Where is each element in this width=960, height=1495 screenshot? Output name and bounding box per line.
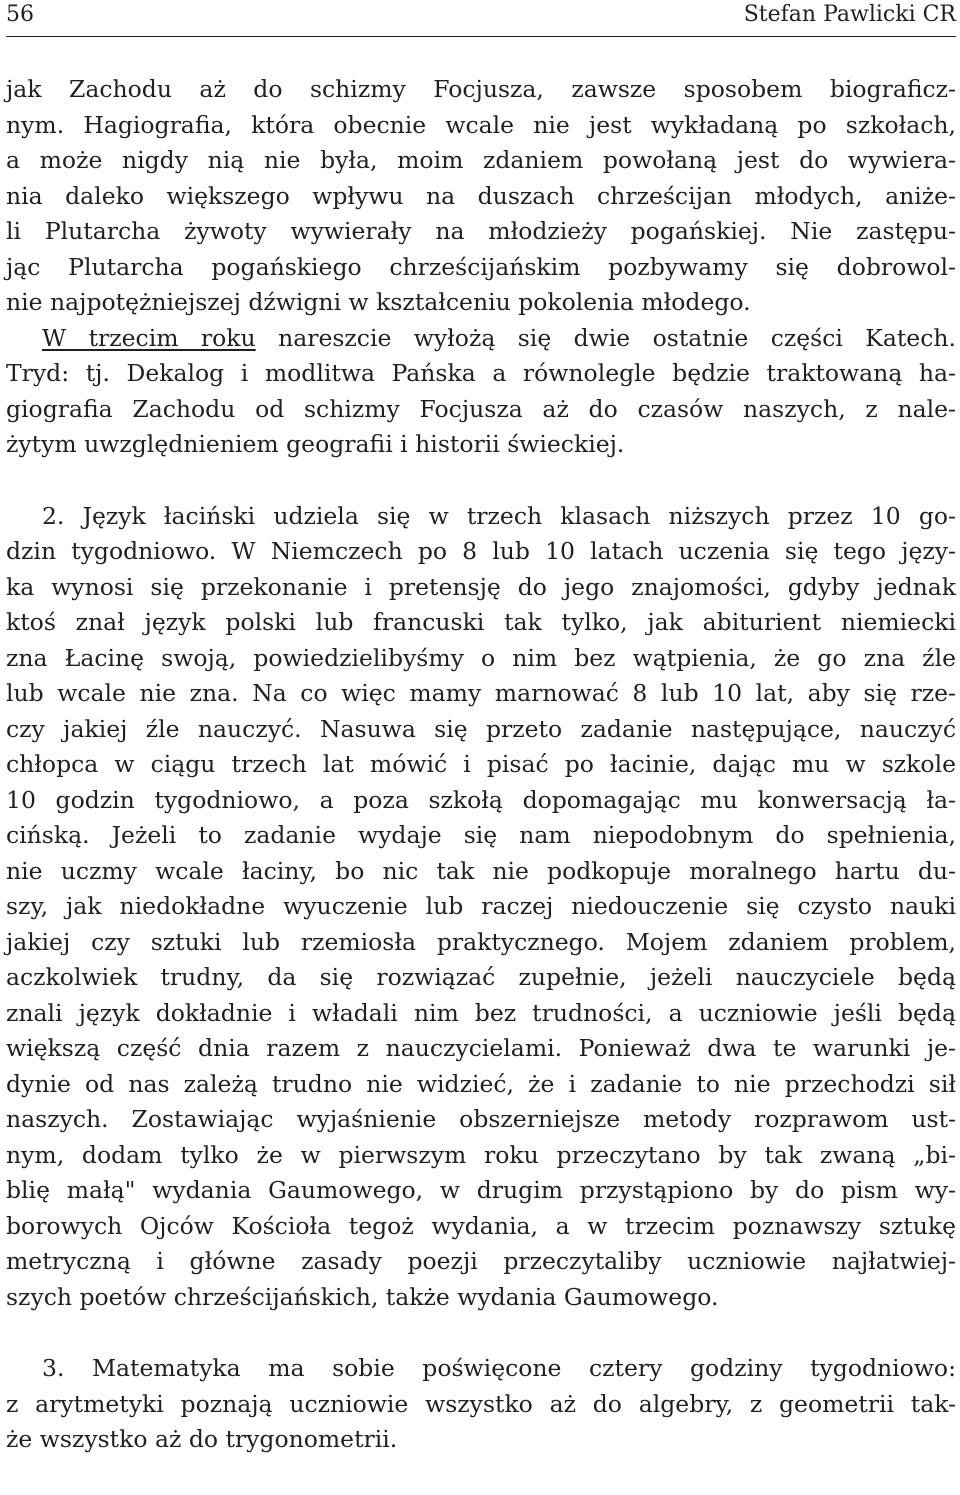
paragraph-gap <box>6 1315 956 1351</box>
text-line: 3. Matematyka ma sobie poświęcone cztery godziny tygodniowo: <box>42 1354 956 1382</box>
page-number: 56 <box>6 2 34 27</box>
text-line: czy jakiej źle nauczyć. Nasuwa się przeto zadanie następujące, nauczyć <box>6 714 956 743</box>
text-line <box>6 321 956 357</box>
text-line: nym. Hagiografia, która obecnie wcale nie jest wykładaną po szkołach, <box>6 110 956 139</box>
running-head-author: Stefan Pawlicki CR <box>743 2 956 27</box>
text-line: cińską. Jeżeli to zadanie wydaje się nam niepodobnym do spełnienia, <box>6 821 956 849</box>
text-line: aczkolwiek trudny, da się rozwiązać zupełnie, jeżeli nauczyciele będą <box>6 963 956 991</box>
text-line: nie najpotężniejszej dźwigni w kształceniu pokolenia młodego. <box>6 288 751 316</box>
document-page <box>6 0 956 1495</box>
paragraph-third-year <box>6 321 956 463</box>
text-line: zna Łacinę swoją, powiedzielibyśmy o nim bez wątpienia, że go zna źle <box>6 643 956 672</box>
text-line: nia daleko większego wpływu na duszach chrześcijan młodych, aniże- <box>6 181 956 210</box>
underlined-phrase: W trzecim roku <box>42 323 256 352</box>
text-line: znali język dokładnie i władali nim bez trudności, a uczniowie jeśli będą <box>6 998 956 1027</box>
text-line: szy, jak niedokładne wyuczenie lub raczej niedouczenie się czysto nauki <box>6 892 956 920</box>
text-line: ka wynosi się przekonanie i pretensję do jego znajomości, gdyby jednak <box>6 572 956 601</box>
paragraph-hagiography <box>6 72 956 321</box>
text-line: dynie od nas zależą trudno nie widzieć, że i zadanie to nie przechodzi sił <box>6 1069 956 1098</box>
text-line-rest: nareszcie wyłożą się dwie ostatnie części Katech. <box>255 323 956 352</box>
text-line: jąc Plutarcha pogańskiego chrześcijańskim pozbywamy się dobrowol- <box>6 252 956 281</box>
body-text <box>6 72 956 1458</box>
text-line: nie uczmy wcale łaciny, bo nic tak nie podkopuje moralnego hartu du- <box>6 856 956 885</box>
text-line: blię małą" wydania Gaumowego, w drugim przystąpiono by do pism wy- <box>6 1176 956 1204</box>
text-line: żytym uwzględnieniem geografii i historii świeckiej. <box>6 430 625 458</box>
text-line: jakiej czy sztuki lub rzemiosła praktycznego. Mojem zdaniem problem, <box>6 927 956 956</box>
text-line: naszych. Zostawiając wyjaśnienie obszerniejsze metody rozprawom ust- <box>6 1105 956 1133</box>
running-header <box>6 0 956 37</box>
text-line: szych poetów chrześcijańskich, także wydania Gaumowego. <box>6 1282 719 1311</box>
text-line: giografia Zachodu od schizmy Focjusza aż do czasów naszych, z nale- <box>6 394 956 423</box>
text-line: chłopca w ciągu trzech lat mówić i pisać po łacinie, dając mu w szkole <box>6 750 956 778</box>
text-line: że wszystko aż do trygonometrii. <box>6 1425 398 1453</box>
text-line: metryczną i główne zasady poezji przeczytaliby uczniowie najłatwiej- <box>6 1247 956 1275</box>
text-line: 2. Język łaciński udziela się w trzech klasach niższych przez 10 go- <box>42 501 956 530</box>
text-line: większą część dnia razem z nauczycielami. Ponieważ dwa te warunki je- <box>6 1034 956 1062</box>
text-line: a może nigdy nią nie była, moim zdaniem powołaną jest do wywiera- <box>6 146 956 174</box>
text-line: jak Zachodu aż do schizmy Focjusza, zawsze sposobem biograficz- <box>6 75 956 103</box>
text-line: ktoś znał język polski lub francuski tak tylko, jak abiturient niemiecki <box>6 608 956 636</box>
paragraph-gap <box>6 463 956 499</box>
text-line: Tryd: tj. Dekalog i modlitwa Pańska a równolegle będzie traktowaną ha- <box>6 359 956 387</box>
text-line: dzin tygodniowo. W Niemczech po 8 lub 10 latach uczenia się tego języ- <box>6 537 956 565</box>
text-line: nym, dodam tylko że w pierwszym roku przeczytano by tak zwaną „bi- <box>6 1140 956 1169</box>
text-line: 10 godzin tygodniowo, a poza szkołą dopomagając mu konwersacją ła- <box>6 785 956 814</box>
text-line: lub wcale nie zna. Na co więc mamy marnować 8 lub 10 lat, aby się rze- <box>6 679 956 707</box>
text-line: li Plutarcha żywoty wywierały na młodzieży pogańskiej. Nie zastępu- <box>6 217 956 245</box>
text-line: z arytmetyki poznają uczniowie wszystko aż do algebry, z geometrii tak- <box>6 1389 956 1418</box>
paragraph-mathematics <box>6 1351 956 1458</box>
text-line: borowych Ojców Kościoła tegoż wydania, a w trzecim poznawszy sztukę <box>6 1211 956 1240</box>
paragraph-latin <box>6 499 956 1316</box>
